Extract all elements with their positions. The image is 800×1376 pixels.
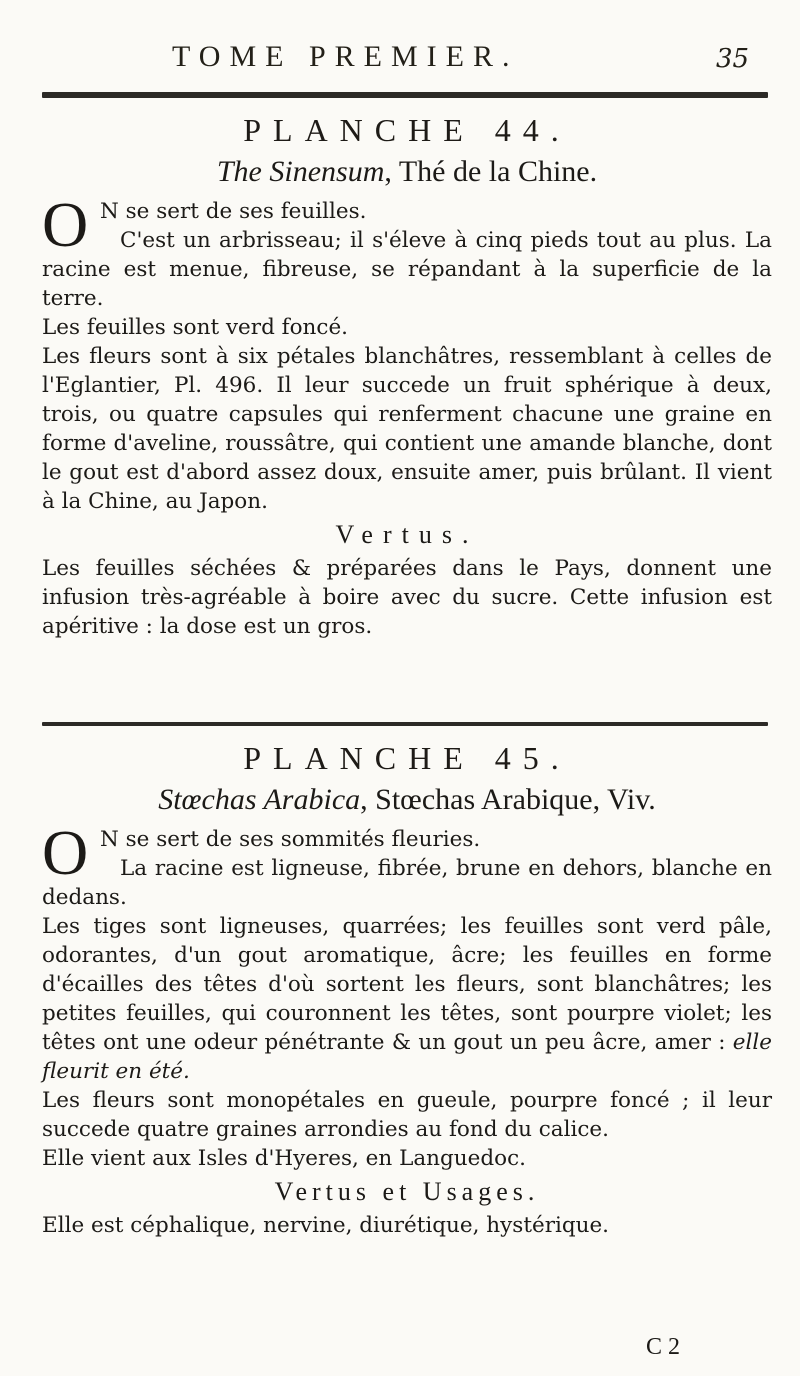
plate-44-paragraph: Les fleurs sont à six pétales blanchâtres, ressemblant à celles de l'Eglantier, Pl. 496. Il leur succede un fruit sphérique à deux, trois, ou quatre capsules qui renferment chacune une graine en forme d'aveline, roussâtre, qui contient une amande blanche, dont le gout est d'abord assez doux, ensuite amer, puis brûlant. Il vient à la Chine, au Japon. xyxy=(42,344,772,514)
plate-44-section xyxy=(42,112,772,641)
plate-45-latin-name: Stœchas Arabica xyxy=(158,783,361,816)
page-number: 35 xyxy=(716,44,750,74)
middle-rule xyxy=(42,722,768,726)
running-title: TOME PREMIER. xyxy=(172,40,519,73)
plate-44-dropcap: O xyxy=(42,189,89,260)
plate-45-subtitle xyxy=(42,783,772,817)
plate-45-dropcap: O xyxy=(42,817,89,888)
plate-44-subtitle xyxy=(42,155,772,189)
plate-44-latin-name: The Sinensum xyxy=(216,155,385,188)
plate-44-virtues-text: Les feuilles séchées & préparées dans le Pays, donnent une infusion très-agréable à boire avec du sucre. Cette infusion est apéritive : la dose est un gros. xyxy=(42,556,772,639)
plate-45-paragraph: Elle vient aux Isles d'Hyeres, en Languedoc. xyxy=(42,1146,526,1171)
plate-45-paragraph: La racine est ligneuse, fibrée, brune en dehors, blanche en dedans. xyxy=(42,856,772,910)
plate-44-paragraph: C'est un arbrisseau; il s'éleve à cinq pieds tout au plus. La racine est menue, fibreuse, se répandant à la superficie de la terre. xyxy=(42,228,772,311)
plate-44-first-line: N se sert de ses feuilles. xyxy=(100,199,367,224)
plate-45-first-line: N se sert de ses sommités fleuries. xyxy=(100,827,481,852)
plate-45-paragraph: Les fleurs sont monopétales en gueule, pourpre foncé ; il leur succede quatre graines arrondies au fond du calice. xyxy=(42,1088,772,1142)
plate-45-body xyxy=(42,817,772,1240)
top-rule xyxy=(42,92,768,98)
plate-45-paragraph xyxy=(42,912,772,1086)
plate-45-virtues-heading: Vertus et Usages. xyxy=(274,1177,540,1206)
plate-44-body xyxy=(42,189,772,641)
signature-mark: C 2 xyxy=(646,1334,681,1360)
plate-44-paragraph: Les feuilles sont verd foncé. xyxy=(42,315,349,340)
plate-45-common-name: , Stœchas Arabique, Viv. xyxy=(360,783,656,816)
plate-45-virtues-text: Elle est céphalique, nervine, diurétique, hystérique. xyxy=(42,1213,610,1238)
plate-44-common-name: , Thé de la Chine. xyxy=(384,155,598,188)
plate-45-italic-phrase: elle fleurit en été. xyxy=(42,1030,772,1084)
plate-44-virtues-heading: Vertus. xyxy=(335,520,479,549)
plate-45-title: PLANCHE 45. xyxy=(243,740,571,776)
plate-45-section xyxy=(42,740,772,1240)
plate-45-paragraph-text: Les tiges sont ligneuses, quarrées; les feuilles sont verd pâle, odorantes, d'un gout aromatique, âcre; les feuilles en forme d'écailles des têtes d'où sortent les fleurs, sont blanchâtres; les petites feuilles, qui couronnent les têtes, sont pourpre violet; les têtes ont une odeur pénétrante & un gout un peu âcre, amer : xyxy=(42,914,772,1055)
plate-44-title: PLANCHE 44. xyxy=(243,112,571,148)
